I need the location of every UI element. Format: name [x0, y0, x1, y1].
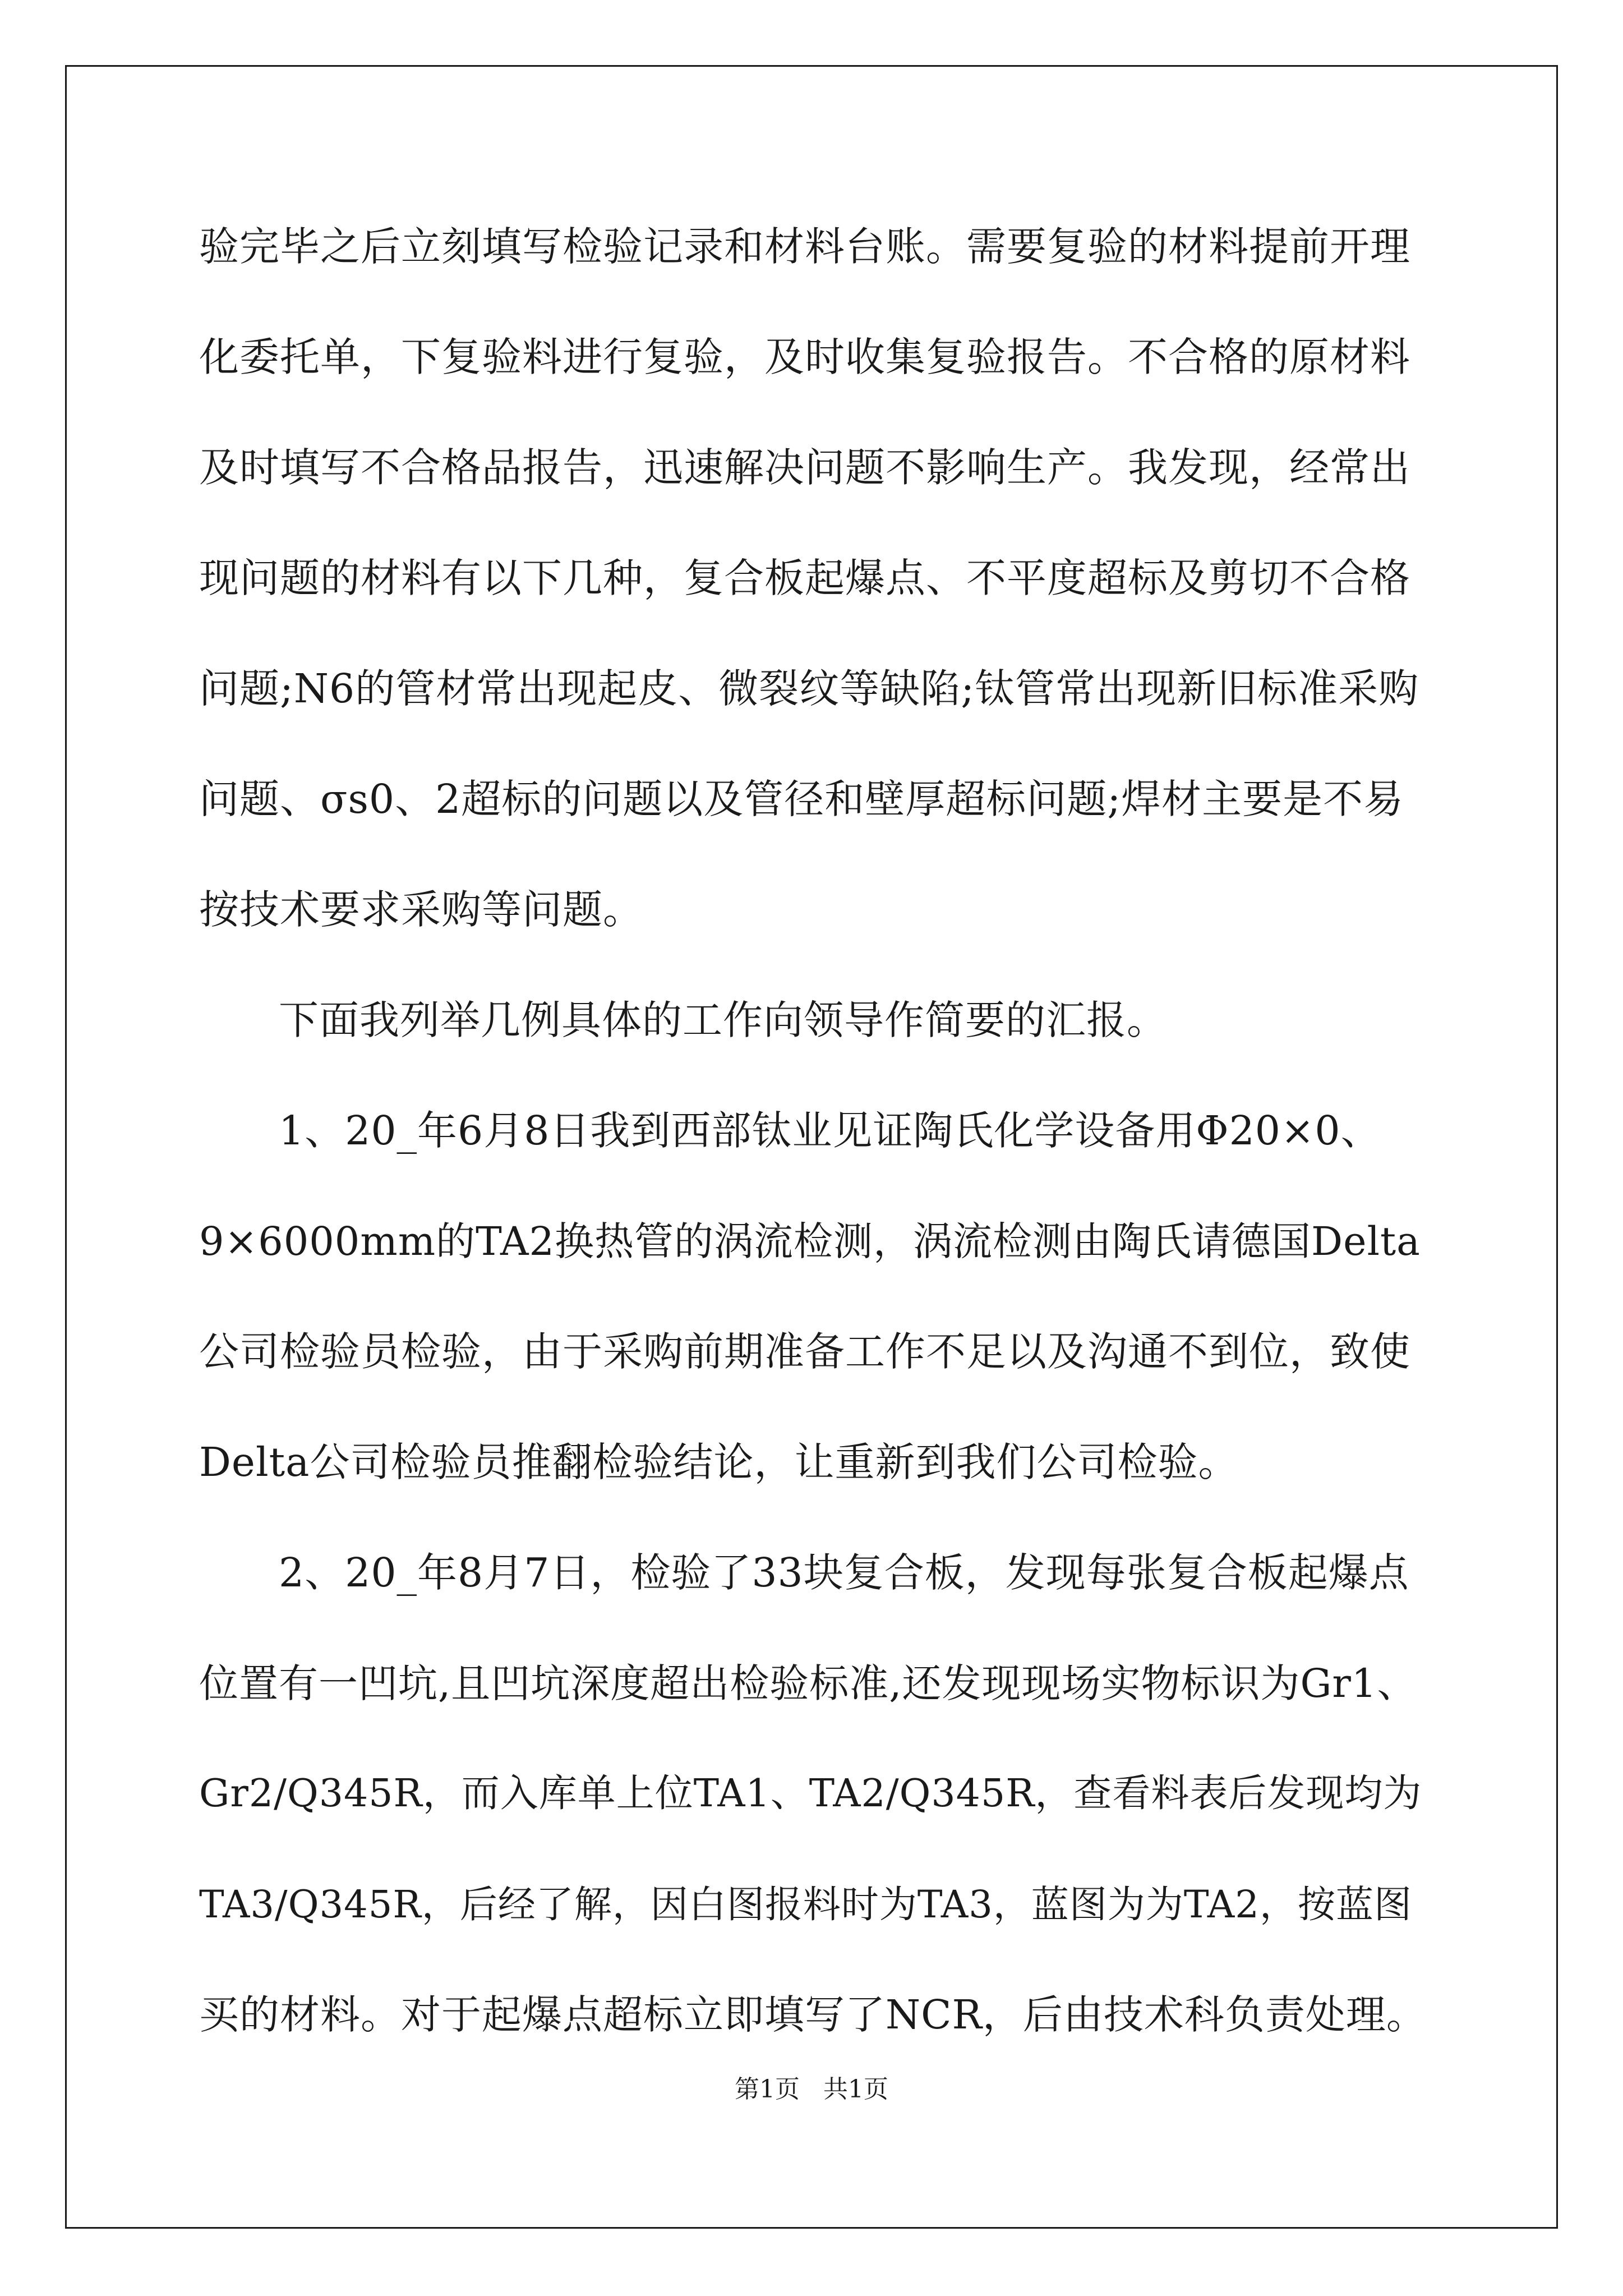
document-body [199, 213, 1427, 2092]
text-line: Gr2/Q345R，而入库单上位TA1、TA2/Q345R，查看料表后发现均为 [199, 1772, 1422, 1816]
paragraph-start-line: 2、20_年8月7日，检验了33块复合板，发现每张复合板起爆点 [279, 1549, 1409, 1596]
text-line: 及时填写不合格品报告，迅速解决问题不影响生产。我发现，经常出 [199, 444, 1411, 491]
text-line: 按技术要求采购等问题。 [199, 886, 644, 933]
text-line: Delta公司检验员推翻检验结论，让重新到我们公司检验。 [199, 1439, 1239, 1485]
text-line: 现问题的材料有以下几种，复合板起爆点、不平度超标及剪切不合格 [199, 555, 1411, 601]
text-line: 问题;N6的管材常出现起皮、微裂纹等缺陷;钛管常出现新旧标准采购 [199, 665, 1419, 712]
text-line: 位置有一凹坑,且凹坑深度超出检验标准,还发现现场实物标识为Gr1、 [199, 1660, 1417, 1706]
page-number-footer: 第1页 共1页 [735, 2075, 888, 2104]
text-line: 买的材料。对于起爆点超标立即填写了NCR，后由技术科负责处理。 [199, 1991, 1427, 2038]
paragraph-start-line: 下面我列举几例具体的工作向领导作简要的汇报。 [279, 997, 1168, 1043]
text-line: 公司检验员检验，由于采购前期准备工作不足以及沟通不到位，致使 [199, 1328, 1411, 1375]
text-line: 化委托单，下复验料进行复验，及时收集复验报告。不合格的原材料 [199, 334, 1411, 380]
text-line: TA3/Q345R，后经了解，因白图报料时为TA3，蓝图为为TA2，按蓝图 [199, 1883, 1412, 1926]
text-line: 9×6000mm的TA2换热管的涡流检测，涡流检测由陶氏请德国Delta [199, 1218, 1421, 1264]
paragraph-start-line: 1、20_年6月8日我到西部钛业见证陶氏化学设备用Φ20×0、 [279, 1107, 1381, 1154]
text-line: 验完毕之后立刻填写检验记录和材料台账。需要复验的材料提前开理 [199, 223, 1411, 270]
text-line: 问题、σs0、2超标的问题以及管径和壁厚超标问题;焊材主要是不易 [199, 776, 1404, 822]
